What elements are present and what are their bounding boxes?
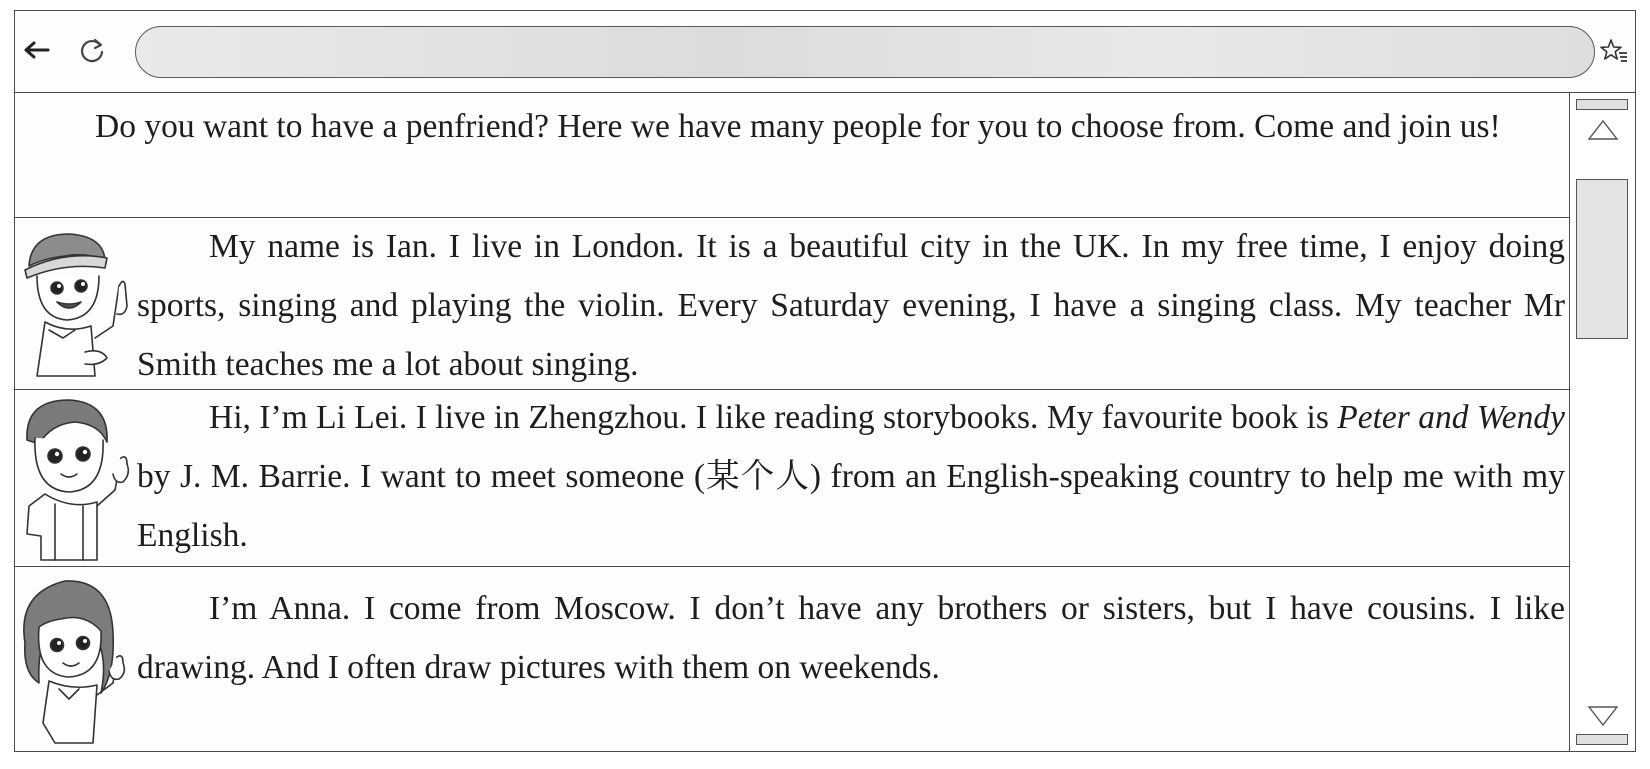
boy-pointing-avatar [15, 394, 133, 564]
triangle-up-icon[interactable] [1586, 117, 1620, 143]
page-content [15, 93, 1570, 751]
post-ian [15, 218, 1570, 390]
browser-toolbar [15, 11, 1635, 93]
triangle-down-icon[interactable] [1586, 703, 1620, 729]
reload-button[interactable] [75, 33, 109, 67]
post-li-lei [15, 390, 1570, 567]
back-arrow-icon [22, 40, 50, 60]
star-list-icon [1599, 37, 1629, 67]
ian-post-text: My name is Ian. I live in London. It is a beautiful city in the UK. In my free time, I enjoy doing sports, singing and playing the violin. Every Saturday evening, I have a singing class. My teacher Mr Smith teaches me a lot about singing. [137, 228, 1565, 383]
li-lei-post-text [137, 388, 1565, 565]
li-lei-text-before: Hi, I’m Li Lei. I live in Zhengzhou. I like reading storybooks. My favourite book is [209, 399, 1338, 436]
girl-avatar [15, 573, 133, 749]
reload-icon [78, 36, 106, 64]
boy-with-visor-avatar [15, 226, 133, 386]
anna-post-text: I’m Anna. I come from Moscow. I don’t have any brothers or sisters, but I have cousins. I like drawing. And I often draw pictures with them on weekends. [137, 590, 1565, 686]
intro-text: Do you want to have a penfriend? Here we have many people for you to choose from. Come and join us! [95, 108, 1501, 145]
scrollbar-bottom-cap [1576, 734, 1628, 745]
favorites-button[interactable] [1597, 35, 1631, 69]
intro-section [15, 93, 1570, 218]
book-title: Peter and Wendy [1337, 399, 1565, 436]
post-anna [15, 567, 1570, 751]
scrollbar-thumb[interactable] [1576, 179, 1628, 339]
browser-window [14, 10, 1636, 752]
address-bar[interactable] [135, 26, 1595, 78]
scrollbar-top-cap [1576, 99, 1628, 110]
back-button[interactable] [19, 33, 53, 67]
li-lei-text-after: by J. M. Barrie. I want to meet someone (某个人) from an English-speaking country to help me with my English. [137, 458, 1565, 554]
vertical-scrollbar[interactable] [1569, 93, 1635, 751]
